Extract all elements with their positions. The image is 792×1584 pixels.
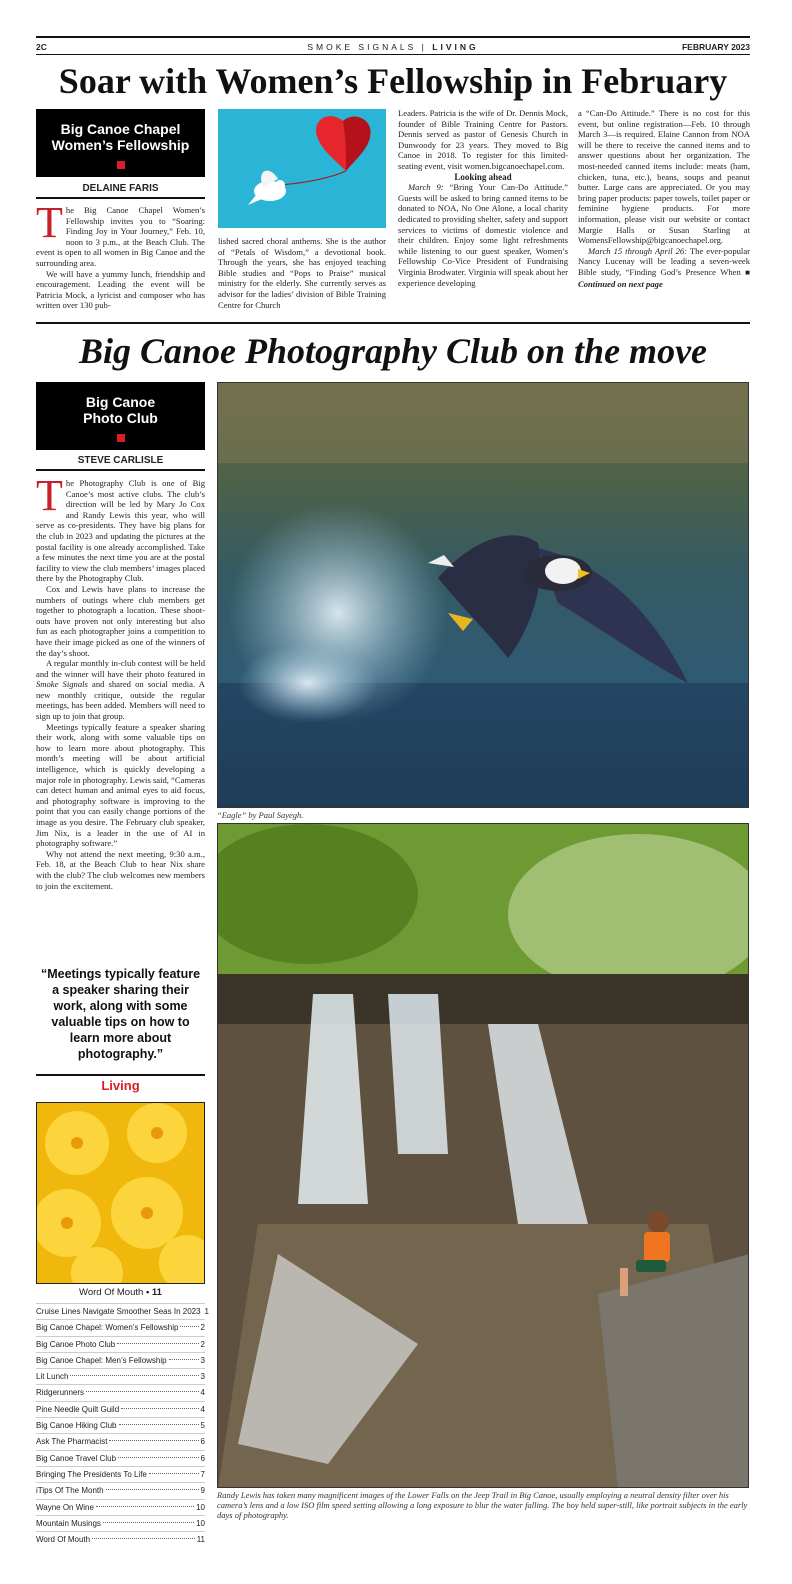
toc-item-title: Wayne On Wine — [36, 1502, 94, 1512]
paragraph: Leaders. Patricia is the wife of Dr. Dennis Mock, founder of Bible Training Centre for Pastors. Dennis served as pastor of Genesis Church in Dunwoody for 23 years. They moved to Big Canoe in 2018. To register for this limited-seating event, visit women.bigcanoechapel.com. — [398, 108, 568, 171]
table-of-contents — [36, 1303, 209, 1547]
toc-item-page: 4 — [200, 1404, 205, 1414]
article1-headline: Soar with Women’s Fellowship in February — [58, 61, 728, 101]
toc-item-title: Bringing The Presidents To Life — [36, 1469, 147, 1479]
toc-item-page: 7 — [200, 1469, 205, 1479]
toc-item-page: 11 — [196, 1535, 205, 1545]
toc-leader-dots — [96, 1506, 194, 1507]
toc-item-page: 6 — [200, 1437, 205, 1447]
box-title-line1: Big Canoe — [85, 394, 156, 410]
toc-leader-dots — [117, 1343, 198, 1344]
toc-item-title: Big Canoe Travel Club — [36, 1453, 117, 1463]
toc-item-title: Big Canoe Chapel: Men’s Fellowship — [36, 1355, 167, 1365]
eagle-photo — [217, 382, 749, 808]
toc-item-title: iTips Of The Month — [36, 1486, 104, 1496]
paragraph: A regular monthly in-club contest will be held and the winner will have their photo featured in — [36, 658, 205, 679]
header-rule — [36, 54, 750, 55]
cover-caption-title: Word Of Mouth — [79, 1287, 144, 1298]
toc-leader-dots — [119, 1424, 199, 1425]
cover-flower-image[interactable] — [36, 1102, 205, 1284]
toc-item-page: 6 — [200, 1453, 205, 1463]
toc-item-page: 9 — [200, 1486, 205, 1496]
page-header — [36, 38, 750, 54]
paragraph: a “Can-Do Attitude.” There is no cost for this event, but online registration—Feb. 10 through March 3—is required. Elaine Cannon from NOA will be there to receive the canned items and to answer questions about her organization. The most-needed canned items include: meats (ham, chicken, tuna, etc.), beans, soups and peanut butter. Large cans are appreciated. Or you may bring paper products: paper towels, toilet paper or feminine hygiene products. For more information, please visit our website or contact Margie Halls or Susan Starling at WomensFellowship@bigcanoechapel.org. — [578, 108, 750, 246]
section-label — [36, 42, 750, 52]
page-number: 2C — [36, 42, 47, 52]
toc-item-page: 3 — [200, 1355, 205, 1365]
article2-column-box — [36, 382, 205, 450]
article2-headline: Big Canoe Photography Club on the move — [78, 331, 708, 371]
living-section-title: Living — [101, 1078, 140, 1093]
toc-leader-dots — [149, 1473, 199, 1474]
toc-item-title: Big Canoe Hiking Club — [36, 1421, 117, 1431]
section-name: LIVING — [432, 42, 479, 52]
paragraph: and shared on social media. A new monthly critique, outside the regular meetings, has been added. Members will need to sign up to join that group. — [36, 679, 205, 722]
toc-item-page: 2 — [200, 1339, 205, 1349]
continued-link[interactable]: Continued on next page — [578, 278, 663, 289]
toc-item[interactable] — [36, 1466, 205, 1482]
article1-column-1 — [36, 198, 205, 311]
toc-leader-dots — [92, 1538, 195, 1539]
waterfall-caption: Randy Lewis has taken many magnificent images of the Lower Falls on the Jeep Trail in Big Canoe, usually employing a neutral density filter over his camera’s lens and a low ISO film speed setting allowing a long exposure to blur the water falling. The boy held super-still, like portrait subjects in the early days of photography. — [217, 1490, 748, 1520]
dropcap: T — [36, 471, 63, 520]
eagle-caption: “Eagle” by Paul Sayegh. — [217, 810, 304, 820]
toc-item-page: 3 — [200, 1372, 205, 1382]
publication-ref: Smoke Signals — [36, 679, 88, 690]
toc-item-title: Cruise Lines Navigate Smoother Seas In 2023 — [36, 1307, 201, 1316]
section-divider — [36, 322, 750, 324]
toc-item[interactable] — [36, 1303, 209, 1319]
toc-leader-dots — [180, 1326, 198, 1327]
cover-caption — [36, 1287, 205, 1298]
paragraph: We will have a yummy lunch, friendship and encouragement. Leading the event will be Patricia Mock, a lyricist and composer who has written over 130 pub- — [36, 268, 205, 311]
waterfall-photo-image — [218, 824, 749, 1488]
heart-dove-illustration — [218, 109, 386, 228]
paragraph: lished sacred choral anthems. She is the author of “Petals of Wisdom,” a devotional book. Through the years, she has enjoyed teaching Bible studies and “Pops to Praise” musical ministry for the elderly. She currently serves as advisor for the ladies’ division of Bible Training Centre for Church — [218, 236, 386, 310]
toc-item-page: 2 — [200, 1323, 205, 1333]
article1-column-4 — [578, 108, 750, 289]
toc-item-page: 10 — [196, 1518, 205, 1528]
toc-item-page: 5 — [200, 1421, 205, 1431]
box-title-line1: Big Canoe Chapel — [60, 121, 181, 137]
sidebar-rule — [36, 1074, 205, 1076]
end-square-icon: ■ — [745, 267, 750, 277]
toc-item[interactable] — [36, 1352, 205, 1368]
yellow-flower-icon — [37, 1103, 205, 1284]
toc-item[interactable] — [36, 1433, 205, 1449]
paragraph: Cox and Lewis have plans to increase the numbers of outings where club members get together to photograph a location. These shoot-outs have proven not only interesting but also fun as each photographer joins a competition to have their image picked as one of the winners of the day’s shoot. — [36, 583, 205, 658]
toc-item[interactable] — [36, 1384, 205, 1400]
paragraph: Meetings typically feature a speaker sharing their work, along with some valuable tips on how to learn more about photography. This month’s meeting will be about artificial intelligence, which is quickly developing a major role in photography. Lewis said, “Cameras can detect human and animal eyes to aid focus, and photography software is improving to the point that you can easily change portions of the image as you desire. The February club speaker, Jim Nix, is a leader in the use of AI in photography software.” — [36, 721, 205, 849]
toc-leader-dots — [106, 1489, 199, 1490]
article1-column-box — [36, 109, 205, 177]
date-label: March 9: — [408, 182, 444, 193]
pull-quote: “Meetings typically feature a speaker sharing their work, along with some valuable tips on how to learn more about photography.” — [40, 967, 201, 1061]
article1-column-2 — [218, 236, 386, 310]
toc-item-title: Word Of Mouth — [36, 1535, 91, 1545]
paragraph: “Bring Your Can-Do Attitude.” Guests will be asked to bring canned items to be donated to NOA, No One Alone, a local charity dedicated to providing shelter, safety and support services to victims of domestic violence and their children. Enjoy some light refreshments while listening to our guest speaker, Women’s Fellowship Co-Vice President of Fundraising Virginia Brodwater. Virginia will speak about her experience developing — [398, 182, 568, 288]
paragraph: he Big Canoe Chapel Women’s Fellowship invites you to “Soaring: Finding Joy in Your Journey,” Feb. 10, noon to 3 p.m., at the Beach Club. The event is open to all women in Big Canoe and the surrounding area. — [36, 205, 205, 268]
toc-item[interactable] — [36, 1482, 205, 1498]
toc-item-title: Lit Lunch — [36, 1372, 69, 1382]
toc-item-title: Pine Needle Quilt Guild — [36, 1404, 120, 1414]
toc-item-page: 4 — [200, 1388, 205, 1398]
red-square-icon — [117, 161, 125, 169]
box-title-line2: Photo Club — [83, 410, 158, 426]
paragraph: Why not attend the next meeting, 9:30 a.m., Feb. 18, at the Beach Club to hear Nix share with the club? The club welcomes new members to join the excitement. — [36, 848, 205, 891]
date-label: March 15 through April 26: — [588, 245, 688, 256]
article2-column — [36, 471, 205, 891]
toc-item-title: Big Canoe Chapel: Women’s Fellowship — [36, 1323, 179, 1333]
toc-item[interactable] — [36, 1401, 205, 1417]
paragraph: he Photography Club is one of Big Canoe’s most active clubs. The club’s direction will be led by Mary Jo Cox and Randy Lewis this year, who will serve as co-presidents. They have big plans for the club in 2023 and updating the pictures at the postal facility is one already accomplished. Take a few minutes the next time you are at the postal facility to view the club members’ images placed there by the Photography Club. — [36, 478, 205, 584]
subhead: Looking ahead — [454, 171, 512, 182]
toc-item-page: 1 — [204, 1307, 209, 1316]
toc-item[interactable] — [36, 1499, 205, 1515]
toc-item-title: Big Canoe Photo Club — [36, 1339, 116, 1349]
toc-item[interactable] — [36, 1450, 205, 1466]
toc-item-title: Mountain Musings — [36, 1518, 101, 1528]
heart-dove-icon — [218, 109, 386, 228]
toc-item[interactable] — [36, 1336, 205, 1352]
toc-item-title: Ridgerunners — [36, 1388, 85, 1398]
toc-item-page: 10 — [196, 1502, 205, 1512]
cover-caption-page: • 11 — [145, 1287, 162, 1298]
toc-leader-dots — [118, 1457, 199, 1458]
top-rule — [36, 36, 750, 38]
toc-leader-dots — [169, 1359, 199, 1360]
eagle-photo-image — [218, 383, 749, 808]
box-title-line2: Women’s Fellowship — [51, 137, 190, 153]
toc-item[interactable] — [36, 1319, 205, 1335]
publication-name: SMOKE SIGNALS — [307, 42, 417, 52]
dropcap: T — [36, 198, 63, 247]
toc-item[interactable] — [36, 1368, 205, 1384]
toc-item[interactable] — [36, 1531, 205, 1547]
toc-leader-dots — [121, 1408, 198, 1409]
waterfall-photo — [217, 823, 749, 1488]
article1-byline: DELAINE FARIS — [36, 180, 205, 199]
paragraph: The ever-popular Nancy Lucenay will be leading a seven-week Bible study, “Finding God’s Presence When — [578, 245, 750, 277]
toc-leader-dots — [109, 1440, 198, 1441]
toc-item-title: Ask The Pharmacist — [36, 1437, 108, 1447]
red-square-icon — [117, 434, 125, 442]
toc-leader-dots — [86, 1391, 199, 1392]
article1-column-3 — [398, 108, 568, 288]
issue-date: FEBRUARY 2023 — [681, 42, 750, 52]
toc-leader-dots — [103, 1522, 194, 1523]
toc-leader-dots — [70, 1375, 198, 1376]
toc-item[interactable] — [36, 1515, 205, 1531]
header-separator: | — [421, 42, 427, 52]
article2-byline: STEVE CARLISLE — [36, 452, 205, 471]
toc-item[interactable] — [36, 1417, 205, 1433]
